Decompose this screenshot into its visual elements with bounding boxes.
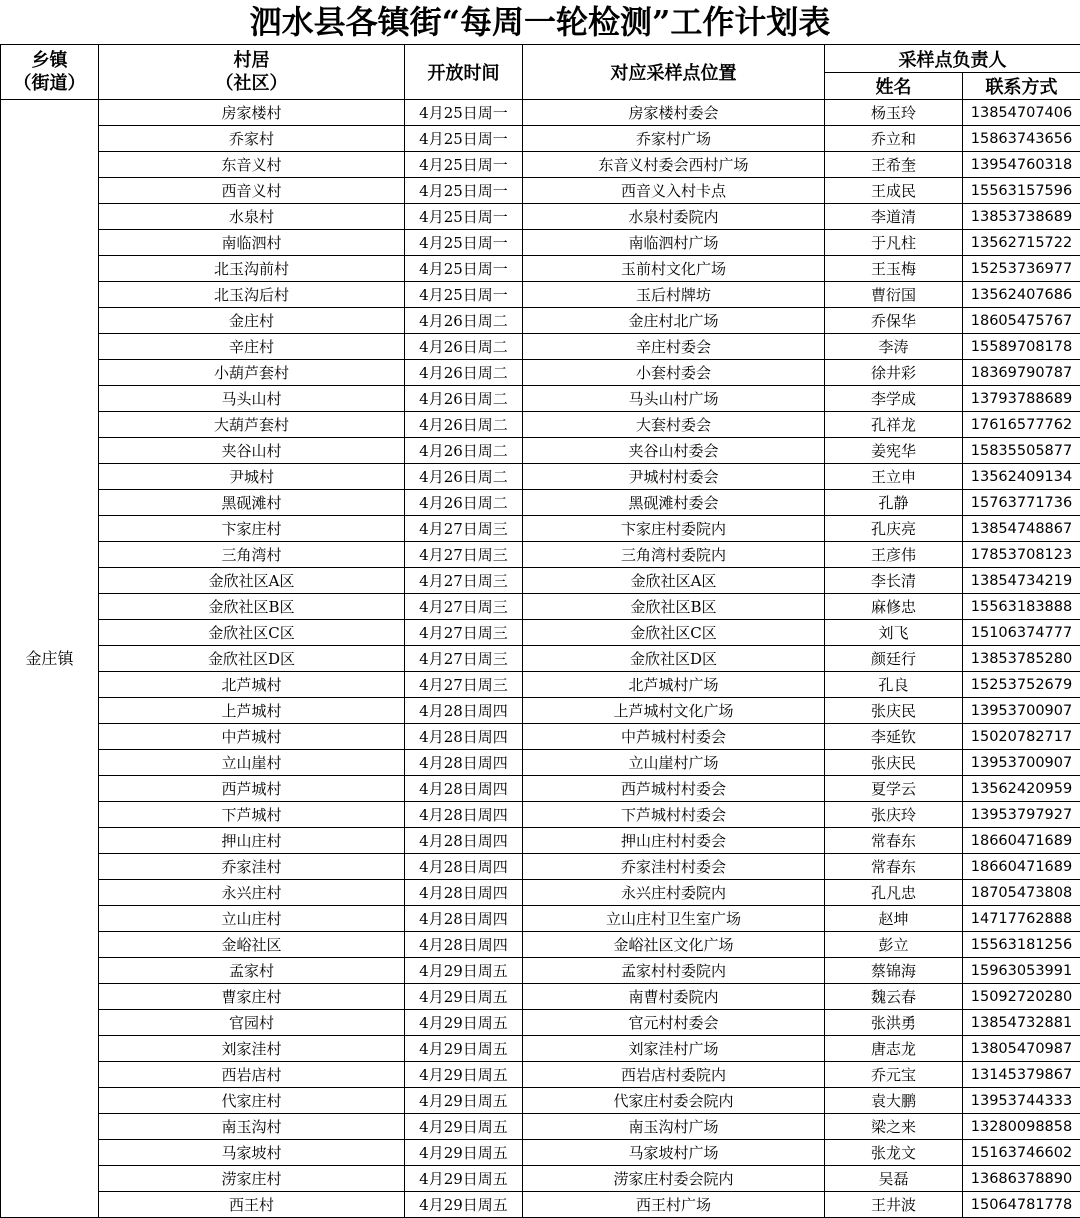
village-cell: 永兴庄村 <box>99 880 405 906</box>
responsible-name-cell: 张庆玲 <box>825 802 963 828</box>
village-cell: 刘家洼村 <box>99 1036 405 1062</box>
location-cell: 乔家村广场 <box>523 126 825 152</box>
location-cell: 金欣社区B区 <box>523 594 825 620</box>
table-row <box>1 776 1080 802</box>
table-row <box>1 334 1080 360</box>
location-cell: 西岩店村委院内 <box>523 1062 825 1088</box>
table-row <box>1 1010 1080 1036</box>
open-time-cell: 4月25日周一 <box>405 126 523 152</box>
open-time-cell: 4月28日周四 <box>405 750 523 776</box>
table-row <box>1 360 1080 386</box>
contact-phone-cell: 13953700907 <box>963 698 1080 724</box>
location-cell: 玉前村文化广场 <box>523 256 825 282</box>
contact-phone-cell: 13854732881 <box>963 1010 1080 1036</box>
table-row <box>1 646 1080 672</box>
contact-phone-cell: 15253736977 <box>963 256 1080 282</box>
village-cell: 涝家庄村 <box>99 1166 405 1192</box>
responsible-name-cell: 李长清 <box>825 568 963 594</box>
responsible-name-cell: 王井波 <box>825 1192 963 1218</box>
village-cell: 辛庄村 <box>99 334 405 360</box>
contact-phone-cell: 15863743656 <box>963 126 1080 152</box>
open-time-cell: 4月27日周三 <box>405 646 523 672</box>
responsible-name-cell: 王立申 <box>825 464 963 490</box>
header-village-line2: （社区） <box>99 72 404 95</box>
open-time-cell: 4月29日周五 <box>405 958 523 984</box>
responsible-name-cell: 于凡柱 <box>825 230 963 256</box>
village-cell: 金庄村 <box>99 308 405 334</box>
village-cell: 金欣社区D区 <box>99 646 405 672</box>
village-cell: 西王村 <box>99 1192 405 1218</box>
open-time-cell: 4月25日周一 <box>405 178 523 204</box>
open-time-cell: 4月25日周一 <box>405 230 523 256</box>
contact-phone-cell: 13562407686 <box>963 282 1080 308</box>
village-cell: 西芦城村 <box>99 776 405 802</box>
contact-phone-cell: 13562409134 <box>963 464 1080 490</box>
contact-phone-cell: 15763771736 <box>963 490 1080 516</box>
table-row <box>1 958 1080 984</box>
responsible-name-cell: 夏学云 <box>825 776 963 802</box>
location-cell: 永兴庄村委院内 <box>523 880 825 906</box>
contact-phone-cell: 15563157596 <box>963 178 1080 204</box>
contact-phone-cell: 15253752679 <box>963 672 1080 698</box>
open-time-cell: 4月26日周二 <box>405 386 523 412</box>
responsible-name-cell: 蔡锦海 <box>825 958 963 984</box>
location-cell: 东音义村委会西村广场 <box>523 152 825 178</box>
contact-phone-cell: 15163746602 <box>963 1140 1080 1166</box>
location-cell: 夹谷山村委会 <box>523 438 825 464</box>
open-time-cell: 4月26日周二 <box>405 308 523 334</box>
responsible-name-cell: 魏云春 <box>825 984 963 1010</box>
location-cell: 玉后村牌坊 <box>523 282 825 308</box>
contact-phone-cell: 13953744333 <box>963 1088 1080 1114</box>
responsible-name-cell: 姜宪华 <box>825 438 963 464</box>
location-cell: 金欣社区C区 <box>523 620 825 646</box>
header-town-line2: （街道） <box>1 72 98 95</box>
header-open-time: 开放时间 <box>405 45 523 100</box>
table-row <box>1 620 1080 646</box>
contact-phone-cell: 18705473808 <box>963 880 1080 906</box>
village-cell: 北玉沟前村 <box>99 256 405 282</box>
location-cell: 押山庄村村委会 <box>523 828 825 854</box>
contact-phone-cell: 15064781778 <box>963 1192 1080 1218</box>
open-time-cell: 4月26日周二 <box>405 490 523 516</box>
contact-phone-cell: 15106374777 <box>963 620 1080 646</box>
village-cell: 北玉沟后村 <box>99 282 405 308</box>
village-cell: 水泉村 <box>99 204 405 230</box>
village-cell: 南临泗村 <box>99 230 405 256</box>
contact-phone-cell: 15092720280 <box>963 984 1080 1010</box>
village-cell: 乔家村 <box>99 126 405 152</box>
table-row <box>1 386 1080 412</box>
village-cell: 黑砚滩村 <box>99 490 405 516</box>
table-row <box>1 308 1080 334</box>
contact-phone-cell: 13854734219 <box>963 568 1080 594</box>
table-row <box>1 594 1080 620</box>
open-time-cell: 4月29日周五 <box>405 1192 523 1218</box>
open-time-cell: 4月29日周五 <box>405 1140 523 1166</box>
responsible-name-cell: 唐志龙 <box>825 1036 963 1062</box>
village-cell: 房家楼村 <box>99 100 405 126</box>
open-time-cell: 4月28日周四 <box>405 880 523 906</box>
table-row <box>1 1192 1080 1218</box>
village-cell: 金欣社区A区 <box>99 568 405 594</box>
village-cell: 金欣社区B区 <box>99 594 405 620</box>
village-cell: 立山崖村 <box>99 750 405 776</box>
contact-phone-cell: 13953700907 <box>963 750 1080 776</box>
table-row <box>1 802 1080 828</box>
open-time-cell: 4月26日周二 <box>405 412 523 438</box>
contact-phone-cell: 13562715722 <box>963 230 1080 256</box>
town-cell: 金庄镇 <box>1 100 99 1218</box>
open-time-cell: 4月26日周二 <box>405 464 523 490</box>
contact-phone-cell: 13954760318 <box>963 152 1080 178</box>
responsible-name-cell: 颜廷行 <box>825 646 963 672</box>
location-cell: 乔家洼村村委会 <box>523 854 825 880</box>
open-time-cell: 4月29日周五 <box>405 984 523 1010</box>
location-cell: 卞家庄村委院内 <box>523 516 825 542</box>
location-cell: 大套村委会 <box>523 412 825 438</box>
location-cell: 南玉沟村广场 <box>523 1114 825 1140</box>
open-time-cell: 4月28日周四 <box>405 828 523 854</box>
village-cell: 西岩店村 <box>99 1062 405 1088</box>
responsible-name-cell: 孔祥龙 <box>825 412 963 438</box>
contact-phone-cell: 14717762888 <box>963 906 1080 932</box>
responsible-name-cell: 王彦伟 <box>825 542 963 568</box>
open-time-cell: 4月29日周五 <box>405 1114 523 1140</box>
responsible-name-cell: 曹衍国 <box>825 282 963 308</box>
village-cell: 马头山村 <box>99 386 405 412</box>
table-row <box>1 256 1080 282</box>
table-row <box>1 698 1080 724</box>
table-row <box>1 1140 1080 1166</box>
location-cell: 金峪社区文化广场 <box>523 932 825 958</box>
open-time-cell: 4月28日周四 <box>405 854 523 880</box>
page-title: 泗水县各镇街“每周一轮检测”工作计划表 <box>0 0 1080 44</box>
open-time-cell: 4月29日周五 <box>405 1088 523 1114</box>
open-time-cell: 4月28日周四 <box>405 802 523 828</box>
location-cell: 北芦城村广场 <box>523 672 825 698</box>
responsible-name-cell: 李涛 <box>825 334 963 360</box>
village-cell: 下芦城村 <box>99 802 405 828</box>
open-time-cell: 4月28日周四 <box>405 724 523 750</box>
table-row <box>1 412 1080 438</box>
schedule-table <box>0 44 1080 1218</box>
open-time-cell: 4月26日周二 <box>405 334 523 360</box>
location-cell: 立山庄村卫生室广场 <box>523 906 825 932</box>
village-cell: 押山庄村 <box>99 828 405 854</box>
village-cell: 大葫芦套村 <box>99 412 405 438</box>
location-cell: 代家庄村委会院内 <box>523 1088 825 1114</box>
contact-phone-cell: 13562420959 <box>963 776 1080 802</box>
village-cell: 东音义村 <box>99 152 405 178</box>
responsible-name-cell: 张庆民 <box>825 750 963 776</box>
responsible-name-cell: 张洪勇 <box>825 1010 963 1036</box>
village-cell: 金峪社区 <box>99 932 405 958</box>
table-row <box>1 984 1080 1010</box>
responsible-name-cell: 袁大鹏 <box>825 1088 963 1114</box>
table-row <box>1 204 1080 230</box>
table-row <box>1 230 1080 256</box>
responsible-name-cell: 彭立 <box>825 932 963 958</box>
table-row <box>1 750 1080 776</box>
table-row <box>1 100 1080 126</box>
location-cell: 金欣社区D区 <box>523 646 825 672</box>
contact-phone-cell: 15563181256 <box>963 932 1080 958</box>
responsible-name-cell: 梁之来 <box>825 1114 963 1140</box>
open-time-cell: 4月29日周五 <box>405 1036 523 1062</box>
location-cell: 官元村村委会 <box>523 1010 825 1036</box>
open-time-cell: 4月28日周四 <box>405 776 523 802</box>
open-time-cell: 4月28日周四 <box>405 906 523 932</box>
responsible-name-cell: 王希奎 <box>825 152 963 178</box>
table-row <box>1 1062 1080 1088</box>
contact-phone-cell: 15963053991 <box>963 958 1080 984</box>
location-cell: 刘家洼村广场 <box>523 1036 825 1062</box>
header-village-line1: 村居 <box>99 49 404 72</box>
table-row <box>1 542 1080 568</box>
open-time-cell: 4月25日周一 <box>405 204 523 230</box>
responsible-name-cell: 乔元宝 <box>825 1062 963 1088</box>
location-cell: 南曹村委院内 <box>523 984 825 1010</box>
responsible-name-cell: 孔良 <box>825 672 963 698</box>
open-time-cell: 4月27日周三 <box>405 620 523 646</box>
header-contact: 联系方式 <box>963 73 1080 100</box>
location-cell: 尹城村村委会 <box>523 464 825 490</box>
header-location: 对应采样点位置 <box>523 45 825 100</box>
table-row <box>1 1036 1080 1062</box>
contact-phone-cell: 13854748867 <box>963 516 1080 542</box>
location-cell: 上芦城村文化广场 <box>523 698 825 724</box>
open-time-cell: 4月28日周四 <box>405 698 523 724</box>
location-cell: 辛庄村委会 <box>523 334 825 360</box>
contact-phone-cell: 13805470987 <box>963 1036 1080 1062</box>
village-cell: 南玉沟村 <box>99 1114 405 1140</box>
contact-phone-cell: 13853738689 <box>963 204 1080 230</box>
contact-phone-cell: 13686378890 <box>963 1166 1080 1192</box>
contact-phone-cell: 18660471689 <box>963 828 1080 854</box>
table-row <box>1 282 1080 308</box>
location-cell: 金庄村北广场 <box>523 308 825 334</box>
contact-phone-cell: 13145379867 <box>963 1062 1080 1088</box>
responsible-name-cell: 孔静 <box>825 490 963 516</box>
village-cell: 上芦城村 <box>99 698 405 724</box>
location-cell: 南临泗村广场 <box>523 230 825 256</box>
open-time-cell: 4月28日周四 <box>405 932 523 958</box>
open-time-cell: 4月27日周三 <box>405 672 523 698</box>
contact-phone-cell: 15589708178 <box>963 334 1080 360</box>
village-cell: 中芦城村 <box>99 724 405 750</box>
responsible-name-cell: 赵坤 <box>825 906 963 932</box>
open-time-cell: 4月27日周三 <box>405 594 523 620</box>
location-cell: 涝家庄村委会院内 <box>523 1166 825 1192</box>
header-village <box>99 45 405 100</box>
table-row <box>1 880 1080 906</box>
village-cell: 曹家庄村 <box>99 984 405 1010</box>
village-cell: 夹谷山村 <box>99 438 405 464</box>
open-time-cell: 4月26日周二 <box>405 438 523 464</box>
location-cell: 三角湾村委院内 <box>523 542 825 568</box>
table-row <box>1 516 1080 542</box>
village-cell: 马家坡村 <box>99 1140 405 1166</box>
table-row <box>1 568 1080 594</box>
responsible-name-cell: 常春东 <box>825 854 963 880</box>
location-cell: 西音义入村卡点 <box>523 178 825 204</box>
table-row <box>1 438 1080 464</box>
responsible-name-cell: 张庆民 <box>825 698 963 724</box>
responsible-name-cell: 李延钦 <box>825 724 963 750</box>
contact-phone-cell: 15020782717 <box>963 724 1080 750</box>
responsible-name-cell: 李道清 <box>825 204 963 230</box>
table-row <box>1 932 1080 958</box>
responsible-name-cell: 王成民 <box>825 178 963 204</box>
table-row <box>1 1166 1080 1192</box>
location-cell: 黑砚滩村委会 <box>523 490 825 516</box>
responsible-name-cell: 张龙文 <box>825 1140 963 1166</box>
table-row <box>1 126 1080 152</box>
table-row <box>1 672 1080 698</box>
responsible-name-cell: 常春东 <box>825 828 963 854</box>
responsible-name-cell: 乔保华 <box>825 308 963 334</box>
responsible-name-cell: 徐井彩 <box>825 360 963 386</box>
contact-phone-cell: 13953797927 <box>963 802 1080 828</box>
table-row <box>1 854 1080 880</box>
responsible-name-cell: 孔庆亮 <box>825 516 963 542</box>
location-cell: 马头山村广场 <box>523 386 825 412</box>
header-town <box>1 45 99 100</box>
responsible-name-cell: 麻修忠 <box>825 594 963 620</box>
header-responsible: 采样点负责人 <box>825 45 1080 73</box>
responsible-name-cell: 杨玉玲 <box>825 100 963 126</box>
contact-phone-cell: 13854707406 <box>963 100 1080 126</box>
village-cell: 小葫芦套村 <box>99 360 405 386</box>
open-time-cell: 4月29日周五 <box>405 1010 523 1036</box>
table-body <box>1 100 1080 1218</box>
location-cell: 下芦城村村委会 <box>523 802 825 828</box>
open-time-cell: 4月29日周五 <box>405 1062 523 1088</box>
open-time-cell: 4月29日周五 <box>405 1166 523 1192</box>
open-time-cell: 4月25日周一 <box>405 256 523 282</box>
village-cell: 卞家庄村 <box>99 516 405 542</box>
table-row <box>1 906 1080 932</box>
village-cell: 立山庄村 <box>99 906 405 932</box>
location-cell: 小套村委会 <box>523 360 825 386</box>
village-cell: 金欣社区C区 <box>99 620 405 646</box>
location-cell: 金欣社区A区 <box>523 568 825 594</box>
table-row <box>1 1114 1080 1140</box>
responsible-name-cell: 李学成 <box>825 386 963 412</box>
responsible-name-cell: 王玉梅 <box>825 256 963 282</box>
village-cell: 三角湾村 <box>99 542 405 568</box>
table-header <box>1 45 1080 100</box>
village-cell: 西音义村 <box>99 178 405 204</box>
responsible-name-cell: 孔凡忠 <box>825 880 963 906</box>
village-cell: 北芦城村 <box>99 672 405 698</box>
open-time-cell: 4月25日周一 <box>405 282 523 308</box>
open-time-cell: 4月27日周三 <box>405 568 523 594</box>
location-cell: 孟家村村委院内 <box>523 958 825 984</box>
table-row <box>1 828 1080 854</box>
village-cell: 代家庄村 <box>99 1088 405 1114</box>
location-cell: 西芦城村村委会 <box>523 776 825 802</box>
table-row <box>1 724 1080 750</box>
open-time-cell: 4月26日周二 <box>405 360 523 386</box>
location-cell: 水泉村委院内 <box>523 204 825 230</box>
contact-phone-cell: 15563183888 <box>963 594 1080 620</box>
header-town-line1: 乡镇 <box>1 49 98 72</box>
location-cell: 立山崖村广场 <box>523 750 825 776</box>
village-cell: 孟家村 <box>99 958 405 984</box>
contact-phone-cell: 18660471689 <box>963 854 1080 880</box>
open-time-cell: 4月27日周三 <box>405 516 523 542</box>
location-cell: 中芦城村村委会 <box>523 724 825 750</box>
contact-phone-cell: 15835505877 <box>963 438 1080 464</box>
responsible-name-cell: 刘飞 <box>825 620 963 646</box>
open-time-cell: 4月25日周一 <box>405 100 523 126</box>
contact-phone-cell: 17616577762 <box>963 412 1080 438</box>
responsible-name-cell: 吴磊 <box>825 1166 963 1192</box>
location-cell: 房家楼村委会 <box>523 100 825 126</box>
village-cell: 官园村 <box>99 1010 405 1036</box>
location-cell: 西王村广场 <box>523 1192 825 1218</box>
village-cell: 乔家洼村 <box>99 854 405 880</box>
village-cell: 尹城村 <box>99 464 405 490</box>
table-row <box>1 178 1080 204</box>
contact-phone-cell: 13280098858 <box>963 1114 1080 1140</box>
header-name: 姓名 <box>825 73 963 100</box>
table-row <box>1 152 1080 178</box>
open-time-cell: 4月25日周一 <box>405 152 523 178</box>
table-row <box>1 464 1080 490</box>
table-row <box>1 490 1080 516</box>
open-time-cell: 4月27日周三 <box>405 542 523 568</box>
contact-phone-cell: 13793788689 <box>963 386 1080 412</box>
location-cell: 马家坡村广场 <box>523 1140 825 1166</box>
contact-phone-cell: 17853708123 <box>963 542 1080 568</box>
contact-phone-cell: 13853785280 <box>963 646 1080 672</box>
contact-phone-cell: 18369790787 <box>963 360 1080 386</box>
responsible-name-cell: 乔立和 <box>825 126 963 152</box>
contact-phone-cell: 18605475767 <box>963 308 1080 334</box>
table-row <box>1 1088 1080 1114</box>
